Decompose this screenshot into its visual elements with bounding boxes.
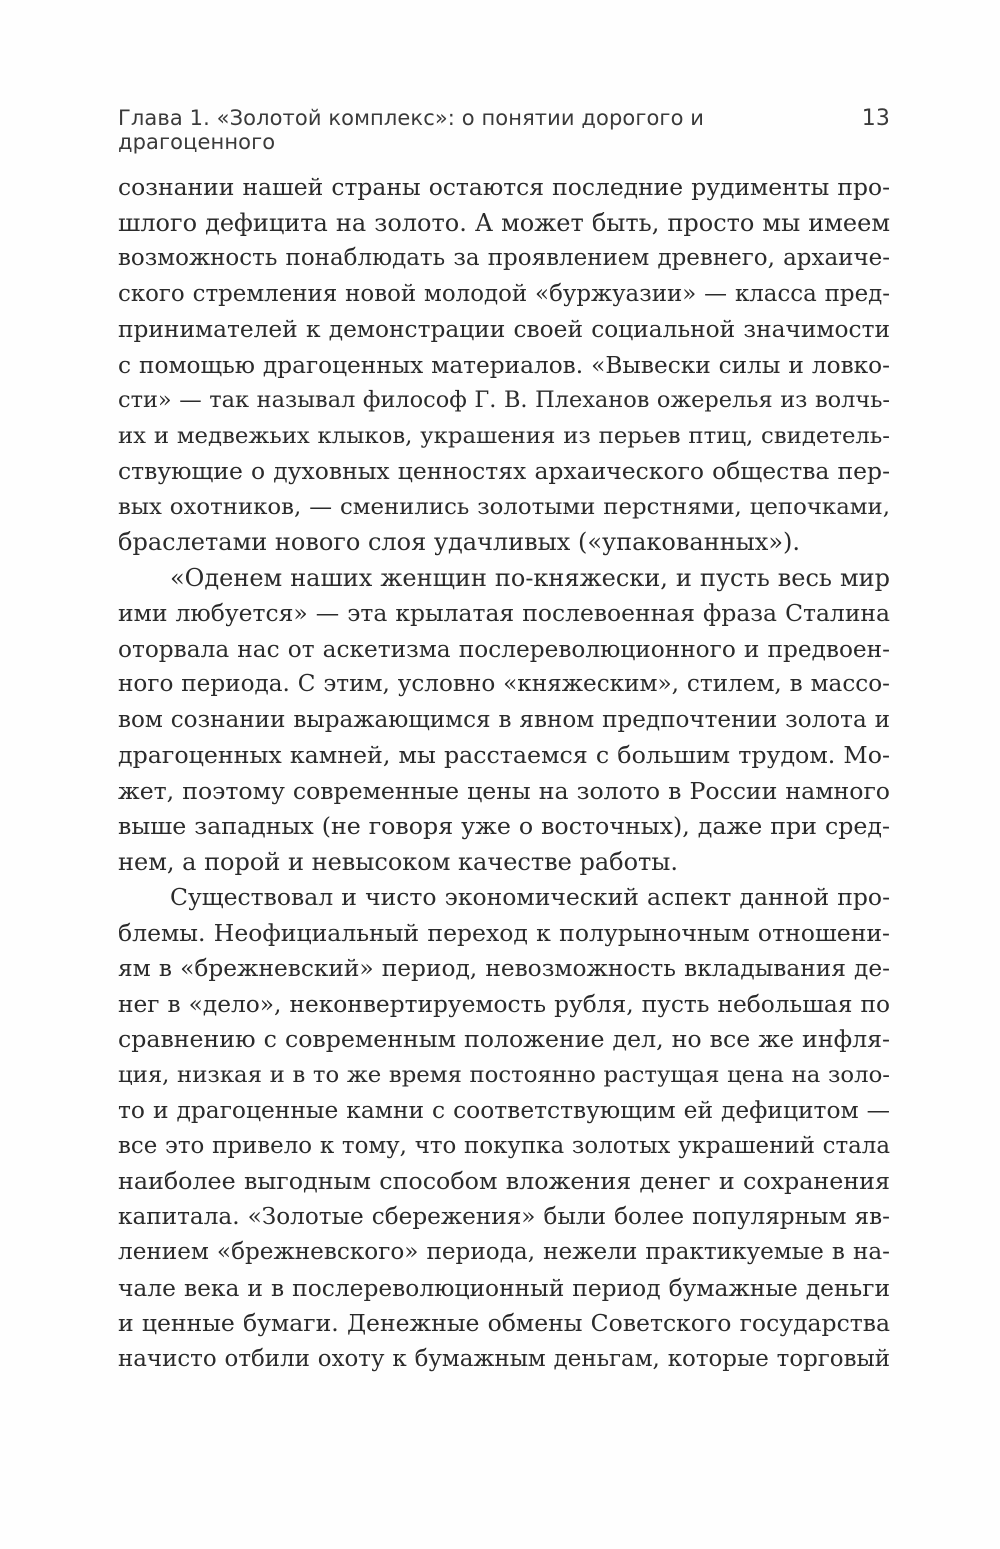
text-line: и ценные бумаги. Денежные обмены Советского государства bbox=[118, 1309, 890, 1337]
page-number: 13 bbox=[861, 106, 890, 131]
text-line: ям в «брежневский» период, невозможность вкладывания де- bbox=[118, 955, 890, 982]
text-line: вых охотников, — сменились золотыми перстнями, цепочками, bbox=[118, 493, 890, 520]
text-line: лением «брежневского» периода, нежели практикуемые в на- bbox=[118, 1239, 890, 1265]
text-line: с помощью драгоценных материалов. «Вывески силы и ловко- bbox=[118, 351, 890, 379]
text-line: нег в «дело», неконвертируемость рубля, пусть небольшая по bbox=[118, 990, 890, 1018]
paragraph-2 bbox=[118, 561, 890, 881]
text-line: жет, поэтому современные цены на золото в России намного bbox=[118, 776, 890, 805]
text-line: капитала. «Золотые сбережения» были более популярным яв- bbox=[118, 1203, 890, 1230]
text-line: ствующие о духовных ценностях архаического общества пер- bbox=[118, 457, 890, 485]
paragraph-1 bbox=[118, 170, 890, 561]
text-line: «Оденем наших женщин по-княжески, и пусть весь мир bbox=[170, 563, 890, 592]
text-line: возможность понаблюдать за проявлением древнего, архаиче- bbox=[118, 245, 890, 271]
text-line: сознании нашей страны остаются последние рудименты про- bbox=[118, 173, 890, 201]
text-line: их и медвежьих клыков, украшения из перьев птиц, свидетель- bbox=[118, 422, 890, 449]
text-line: браслетами нового слоя удачливых («упакованных»). bbox=[118, 528, 800, 556]
text-line: сти» — так называл философ Г. В. Плеханов ожерелья из волчь- bbox=[118, 387, 890, 413]
text-line: Существовал и чисто экономический аспект данной про- bbox=[170, 883, 890, 911]
text-line: все это привело к тому, что покупка золотых украшений стала bbox=[118, 1132, 890, 1159]
text-line: то и драгоценные камни с соответствующим ей дефицитом — bbox=[118, 1096, 890, 1124]
text-line: ского стремления новой молодой «буржуазии» — класса пред- bbox=[118, 280, 890, 307]
text-line: вом сознании выражающимся в явном предпочтении золота и bbox=[118, 706, 890, 733]
running-header bbox=[118, 106, 890, 154]
text-line: выше западных (не говоря уже о восточных), даже при сред- bbox=[118, 812, 890, 840]
body-text bbox=[118, 170, 890, 1377]
chapter-title: Глава 1. «Золотой комплекс»: о понятии дорогого и драгоценного bbox=[118, 106, 705, 154]
paragraph-3 bbox=[118, 880, 890, 1377]
text-line: сравнению с современным положение дел, но все же инфля- bbox=[118, 1025, 890, 1053]
text-line: ного периода. С этим, условно «княжеским», стилем, в массо- bbox=[118, 671, 890, 697]
text-line: ими любуется» — эта крылатая послевоенная фраза Сталина bbox=[118, 599, 890, 627]
text-line: наиболее выгодным способом вложения денег и сохранения bbox=[118, 1167, 890, 1195]
text-line: нем, а порой и невысоком качестве работы. bbox=[118, 847, 679, 876]
text-line: шлого дефицита на золото. А может быть, просто мы имеем bbox=[118, 208, 890, 237]
text-line: принимателей к демонстрации своей социальной значимости bbox=[118, 316, 890, 343]
text-line: блемы. Неофициальный переход к полурыночным отношени- bbox=[118, 918, 890, 947]
text-line: драгоценных камней, мы расстаемся с большим трудом. Мо- bbox=[118, 741, 890, 769]
text-line: оторвала нас от аскетизма послереволюционного и предвоен- bbox=[118, 635, 890, 663]
text-line: начисто отбили охоту к бумажным деньгам, которые торговый bbox=[118, 1345, 890, 1372]
text-line: чале века и в послереволюционный период бумажные деньги bbox=[118, 1273, 890, 1302]
text-line: ция, низкая и в то же время постоянно растущая цена на золо- bbox=[118, 1061, 890, 1088]
